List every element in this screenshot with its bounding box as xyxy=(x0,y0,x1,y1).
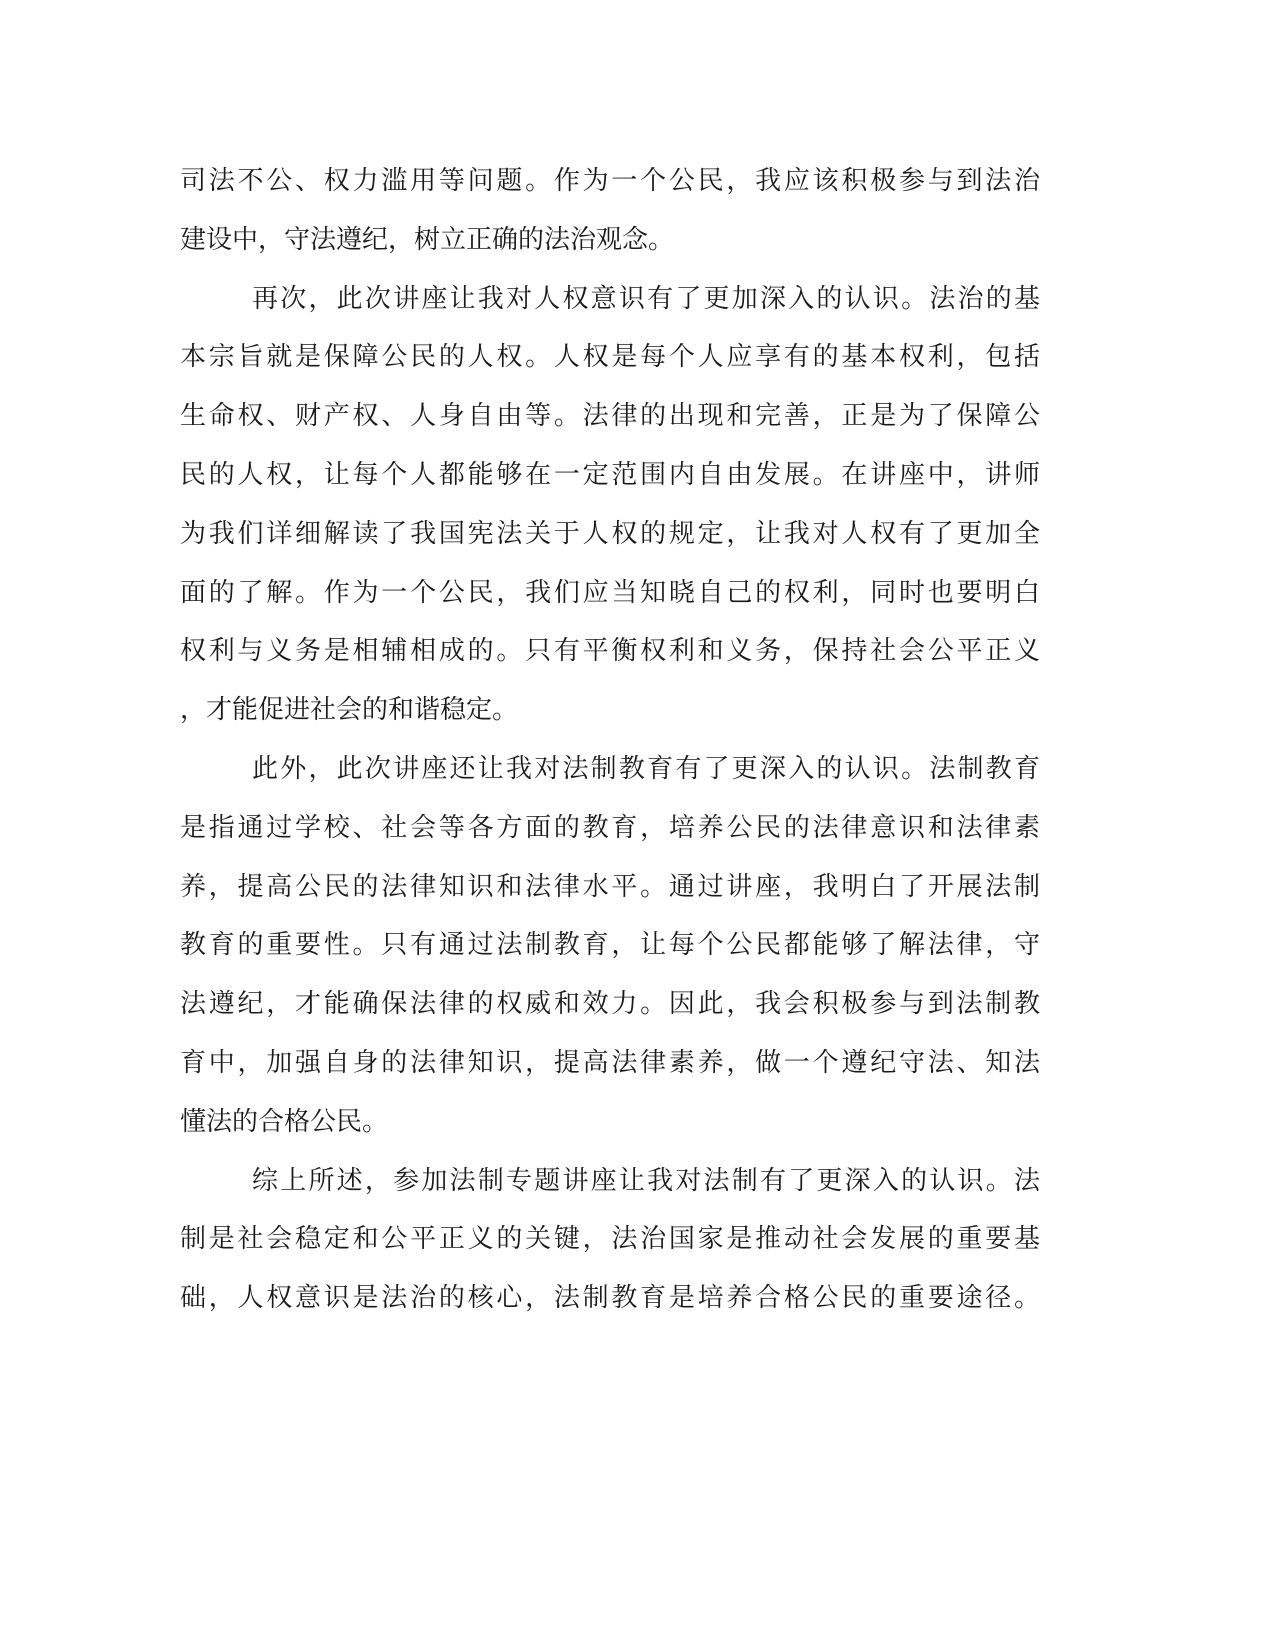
text-line: 建设中，守法遵纪，树立正确的法治观念。 xyxy=(180,224,675,255)
text-line: ，才能促进社会的和谐稳定。 xyxy=(180,695,519,726)
text-line: 再次，此次讲座让我对人权意识有了更加深入的认识。法治的基 xyxy=(252,283,1040,314)
text-line: 育中，加强自身的法律知识，提高法律素养，做一个遵纪守法、知法 xyxy=(180,1047,1040,1078)
text-line: 制是社会稳定和公平正义的关键，法治国家是推动社会发展的重要基 xyxy=(180,1224,1040,1255)
text-line: 综上所述，参加法制专题讲座让我对法制有了更深入的认识。法 xyxy=(252,1165,1040,1196)
text-line: 养，提高公民的法律知识和法律水平。通过讲座，我明白了开展法制 xyxy=(180,871,1040,902)
text-line: 面的了解。作为一个公民，我们应当知晓自己的权利，同时也要明白 xyxy=(180,577,1040,608)
text-line: 是指通过学校、社会等各方面的教育，培养公民的法律意识和法律素 xyxy=(180,812,1040,843)
text-line: 为我们详细解读了我国宪法关于人权的规定，让我对人权有了更加全 xyxy=(180,518,1040,549)
text-line: 生命权、财产权、人身自由等。法律的出现和完善，正是为了保障公 xyxy=(180,401,1040,432)
text-line: 法遵纪，才能确保法律的权威和效力。因此，我会积极参与到法制教 xyxy=(180,989,1040,1020)
text-line: 懂法的合格公民。 xyxy=(180,1106,389,1137)
text-line: 司法不公、权力滥用等问题。作为一个公民，我应该积极参与到法治 xyxy=(180,166,1040,196)
text-line: 权利与义务是相辅相成的。只有平衡权利和义务，保持社会公平正义 xyxy=(180,636,1040,667)
text-line: 础，人权意识是法治的核心，法制教育是培养合格公民的重要途径。 xyxy=(180,1283,1040,1314)
text-line: 本宗旨就是保障公民的人权。人权是每个人应享有的基本权利，包括 xyxy=(180,342,1040,373)
text-line: 教育的重要性。只有通过法制教育，让每个公民都能够了解法律，守 xyxy=(180,930,1040,961)
text-line: 民的人权，让每个人都能够在一定范围内自由发展。在讲座中，讲师 xyxy=(180,459,1040,490)
text-line: 此外，此次讲座还让我对法制教育有了更深入的认识。法制教育 xyxy=(252,753,1040,784)
document-body xyxy=(180,152,1040,1328)
